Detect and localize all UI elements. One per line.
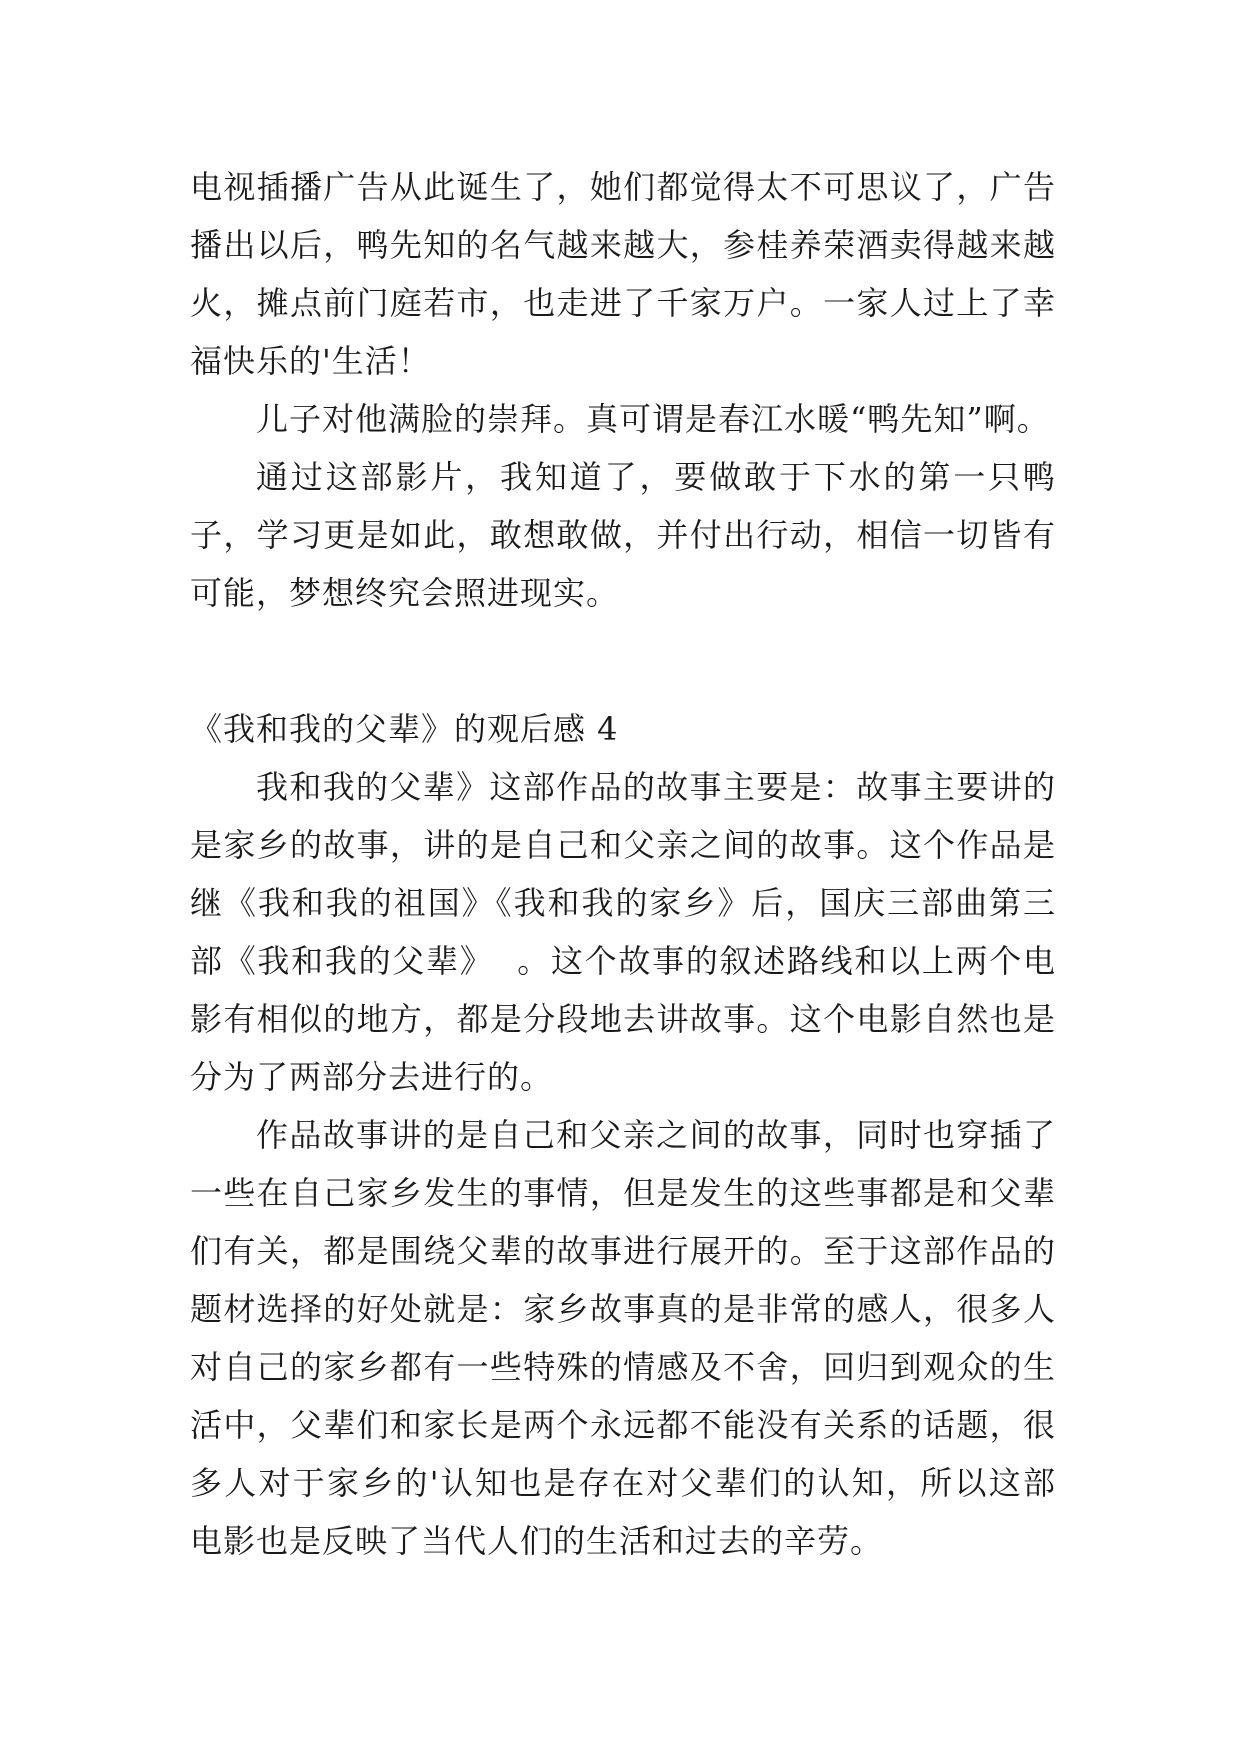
paragraph-son-admiration: 儿子对他满脸的崇拜。真可谓是春江水暖“鸭先知”啊。 bbox=[256, 400, 1050, 438]
paragraph-continued: 电视插播广告从此诞生了，她们都觉得太不可思议了，广告播出以后，鸭先知的名气越来越大，参桂养荣酒卖得越来越火，摊点前门庭若市，也走进了千家万户。一家人过上了幸福快乐的'生活！ bbox=[190, 168, 1056, 380]
section-one bbox=[190, 158, 1056, 622]
paragraph-story-analysis: 作品故事讲的是自己和父亲之间的故事，同时也穿插了一些在自己家乡发生的事情，但是发生的这些事都是和父辈们有关，都是围绕父辈的故事进行展开的。至于这部作品的题材选择的好处就是：家乡故事真的是非常的感人，很多人对自己的家乡都有一些特殊的情感及不舍，回归到观众的生活中，父辈们和家长是两个永远都不能没有关系的话题，很多人对于家乡的'认知也是存在对父辈们的认知，所以这部电影也是反映了当代人们的生活和过去的辛劳。 bbox=[190, 1116, 1056, 1560]
section-two bbox=[190, 700, 1056, 1570]
essay-title: 《我和我的父辈》的观后感 4 bbox=[190, 710, 619, 748]
paragraph-story-summary: 我和我的父辈》这部作品的故事主要是：故事主要讲的是家乡的故事，讲的是自己和父亲之间的故事。这个作品是继《我和我的祖国》《我和我的家乡》后，国庆三部曲第三部《我和我的父辈》 。这个故事的叙述路线和以上两个电影有相似的地方，都是分段地去讲故事。这个电影自然也是分为了两部分去进行的。 bbox=[190, 768, 1056, 1096]
paragraph-conclusion: 通过这部影片，我知道了，要做敢于下水的第一只鸭子，学习更是如此，敢想敢做，并付出行动，相信一切皆有可能，梦想终究会照进现实。 bbox=[190, 458, 1056, 612]
